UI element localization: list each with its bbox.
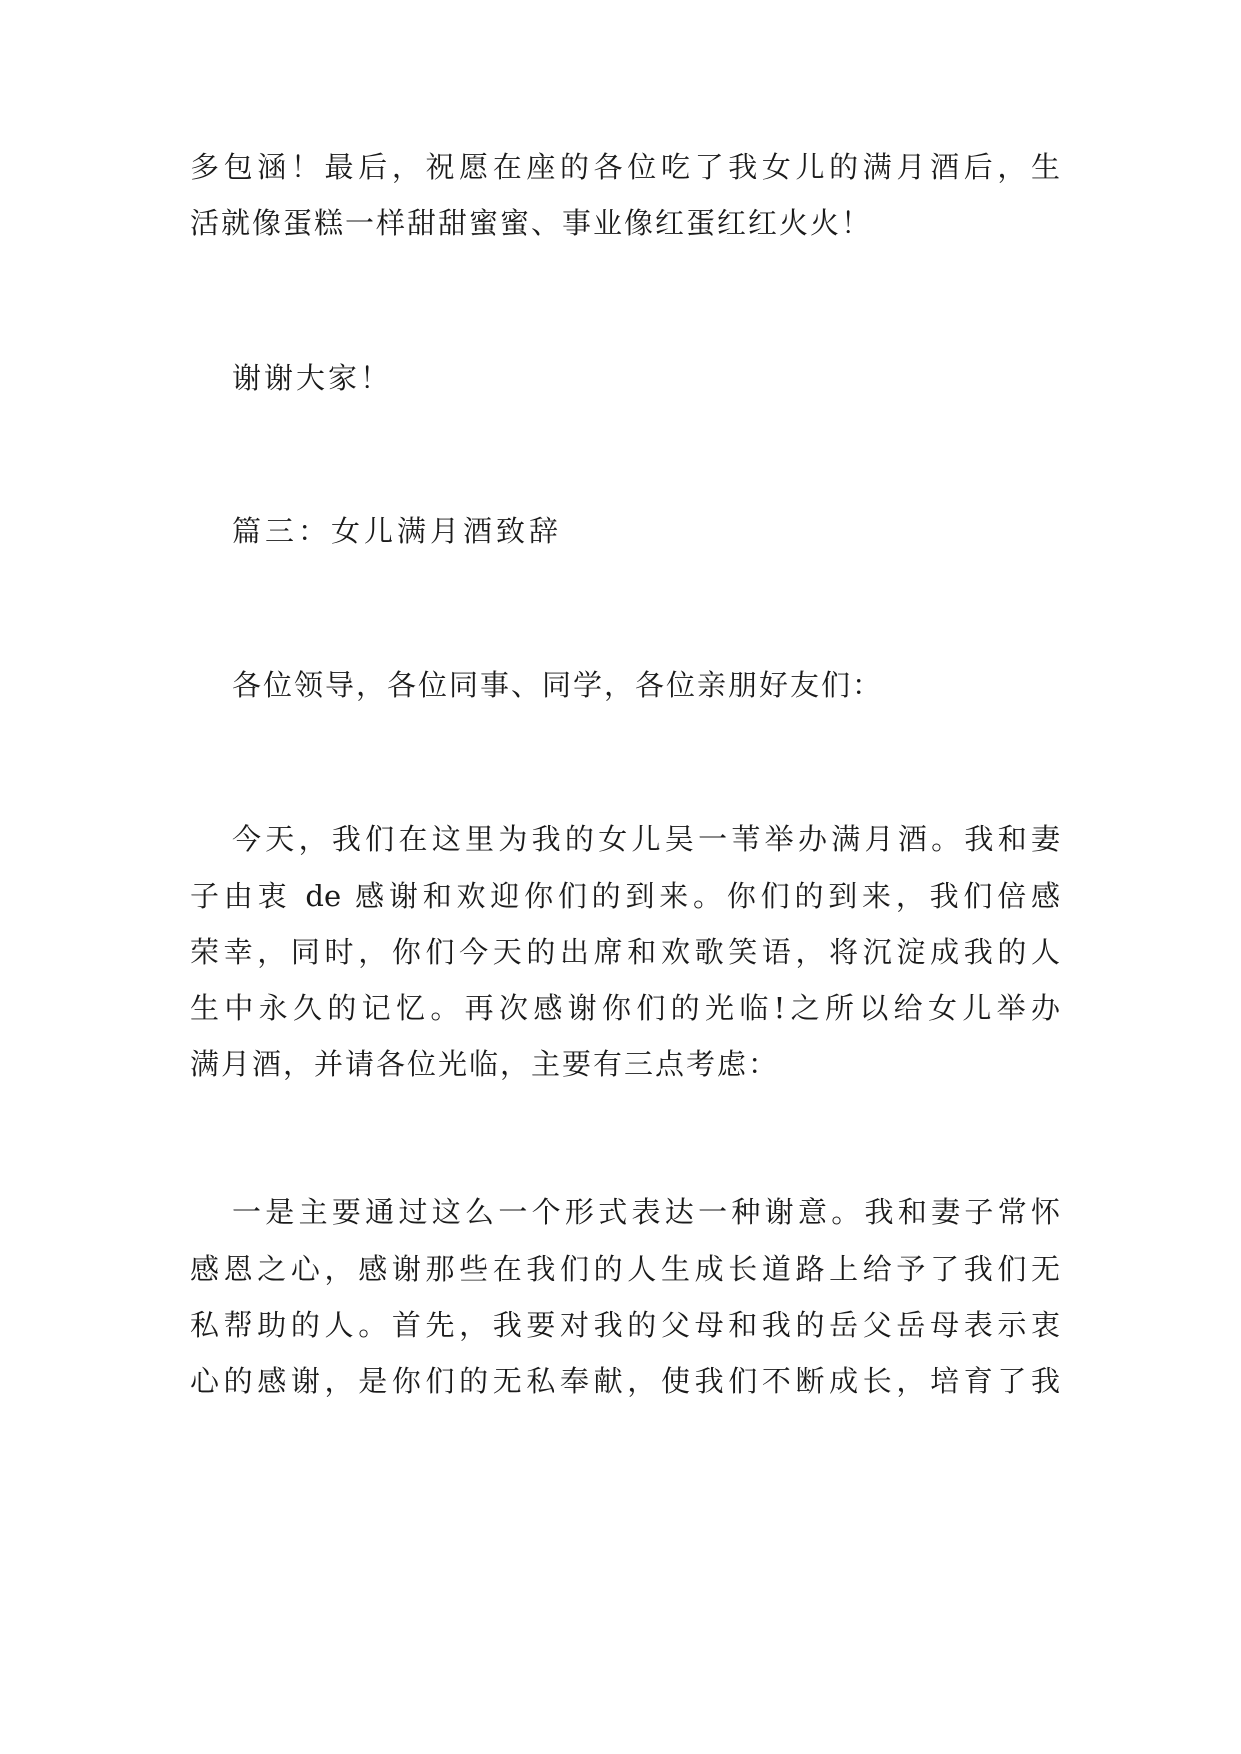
text-line: 私帮助的人。首先，我要对我的父母和我的岳父岳母表示衷 — [190, 1308, 1060, 1342]
section-title: 篇三：女儿满月酒致辞 — [232, 514, 563, 548]
salutation: 各位领导，各位同事、同学，各位亲朋好友们： — [232, 668, 884, 702]
text-line: 一是主要通过这么一个形式表达一种谢意。我和妻子常怀 — [232, 1195, 1060, 1229]
text-line: 满月酒，并请各位光临，主要有三点考虑： — [190, 1047, 780, 1081]
text-line: 今天，我们在这里为我的女儿吴一苇举办满月酒。我和妻 — [232, 822, 1060, 856]
text-line: 谢谢大家！ — [232, 361, 393, 395]
text-line: 感恩之心，感谢那些在我们的人生成长道路上给予了我们无 — [190, 1252, 1060, 1286]
text-line: 心的感谢，是你们的无私奉献，使我们不断成长，培育了我 — [190, 1364, 1060, 1398]
text-line: 荣幸，同时，你们今天的出席和欢歌笑语，将沉淀成我的人 — [190, 935, 1060, 969]
text-line: 生中永久的记忆。再次感谢你们的光临!之所以给女儿举办 — [190, 991, 1060, 1025]
text-line: 活就像蛋糕一样甜甜蜜蜜、事业像红蛋红红火火！ — [190, 206, 873, 240]
text-line: 子由衷 de 感谢和欢迎你们的到来。你们的到来，我们倍感 — [190, 879, 1060, 913]
text-line: 多包涵！最后，祝愿在座的各位吃了我女儿的满月酒后，生 — [190, 150, 1060, 184]
